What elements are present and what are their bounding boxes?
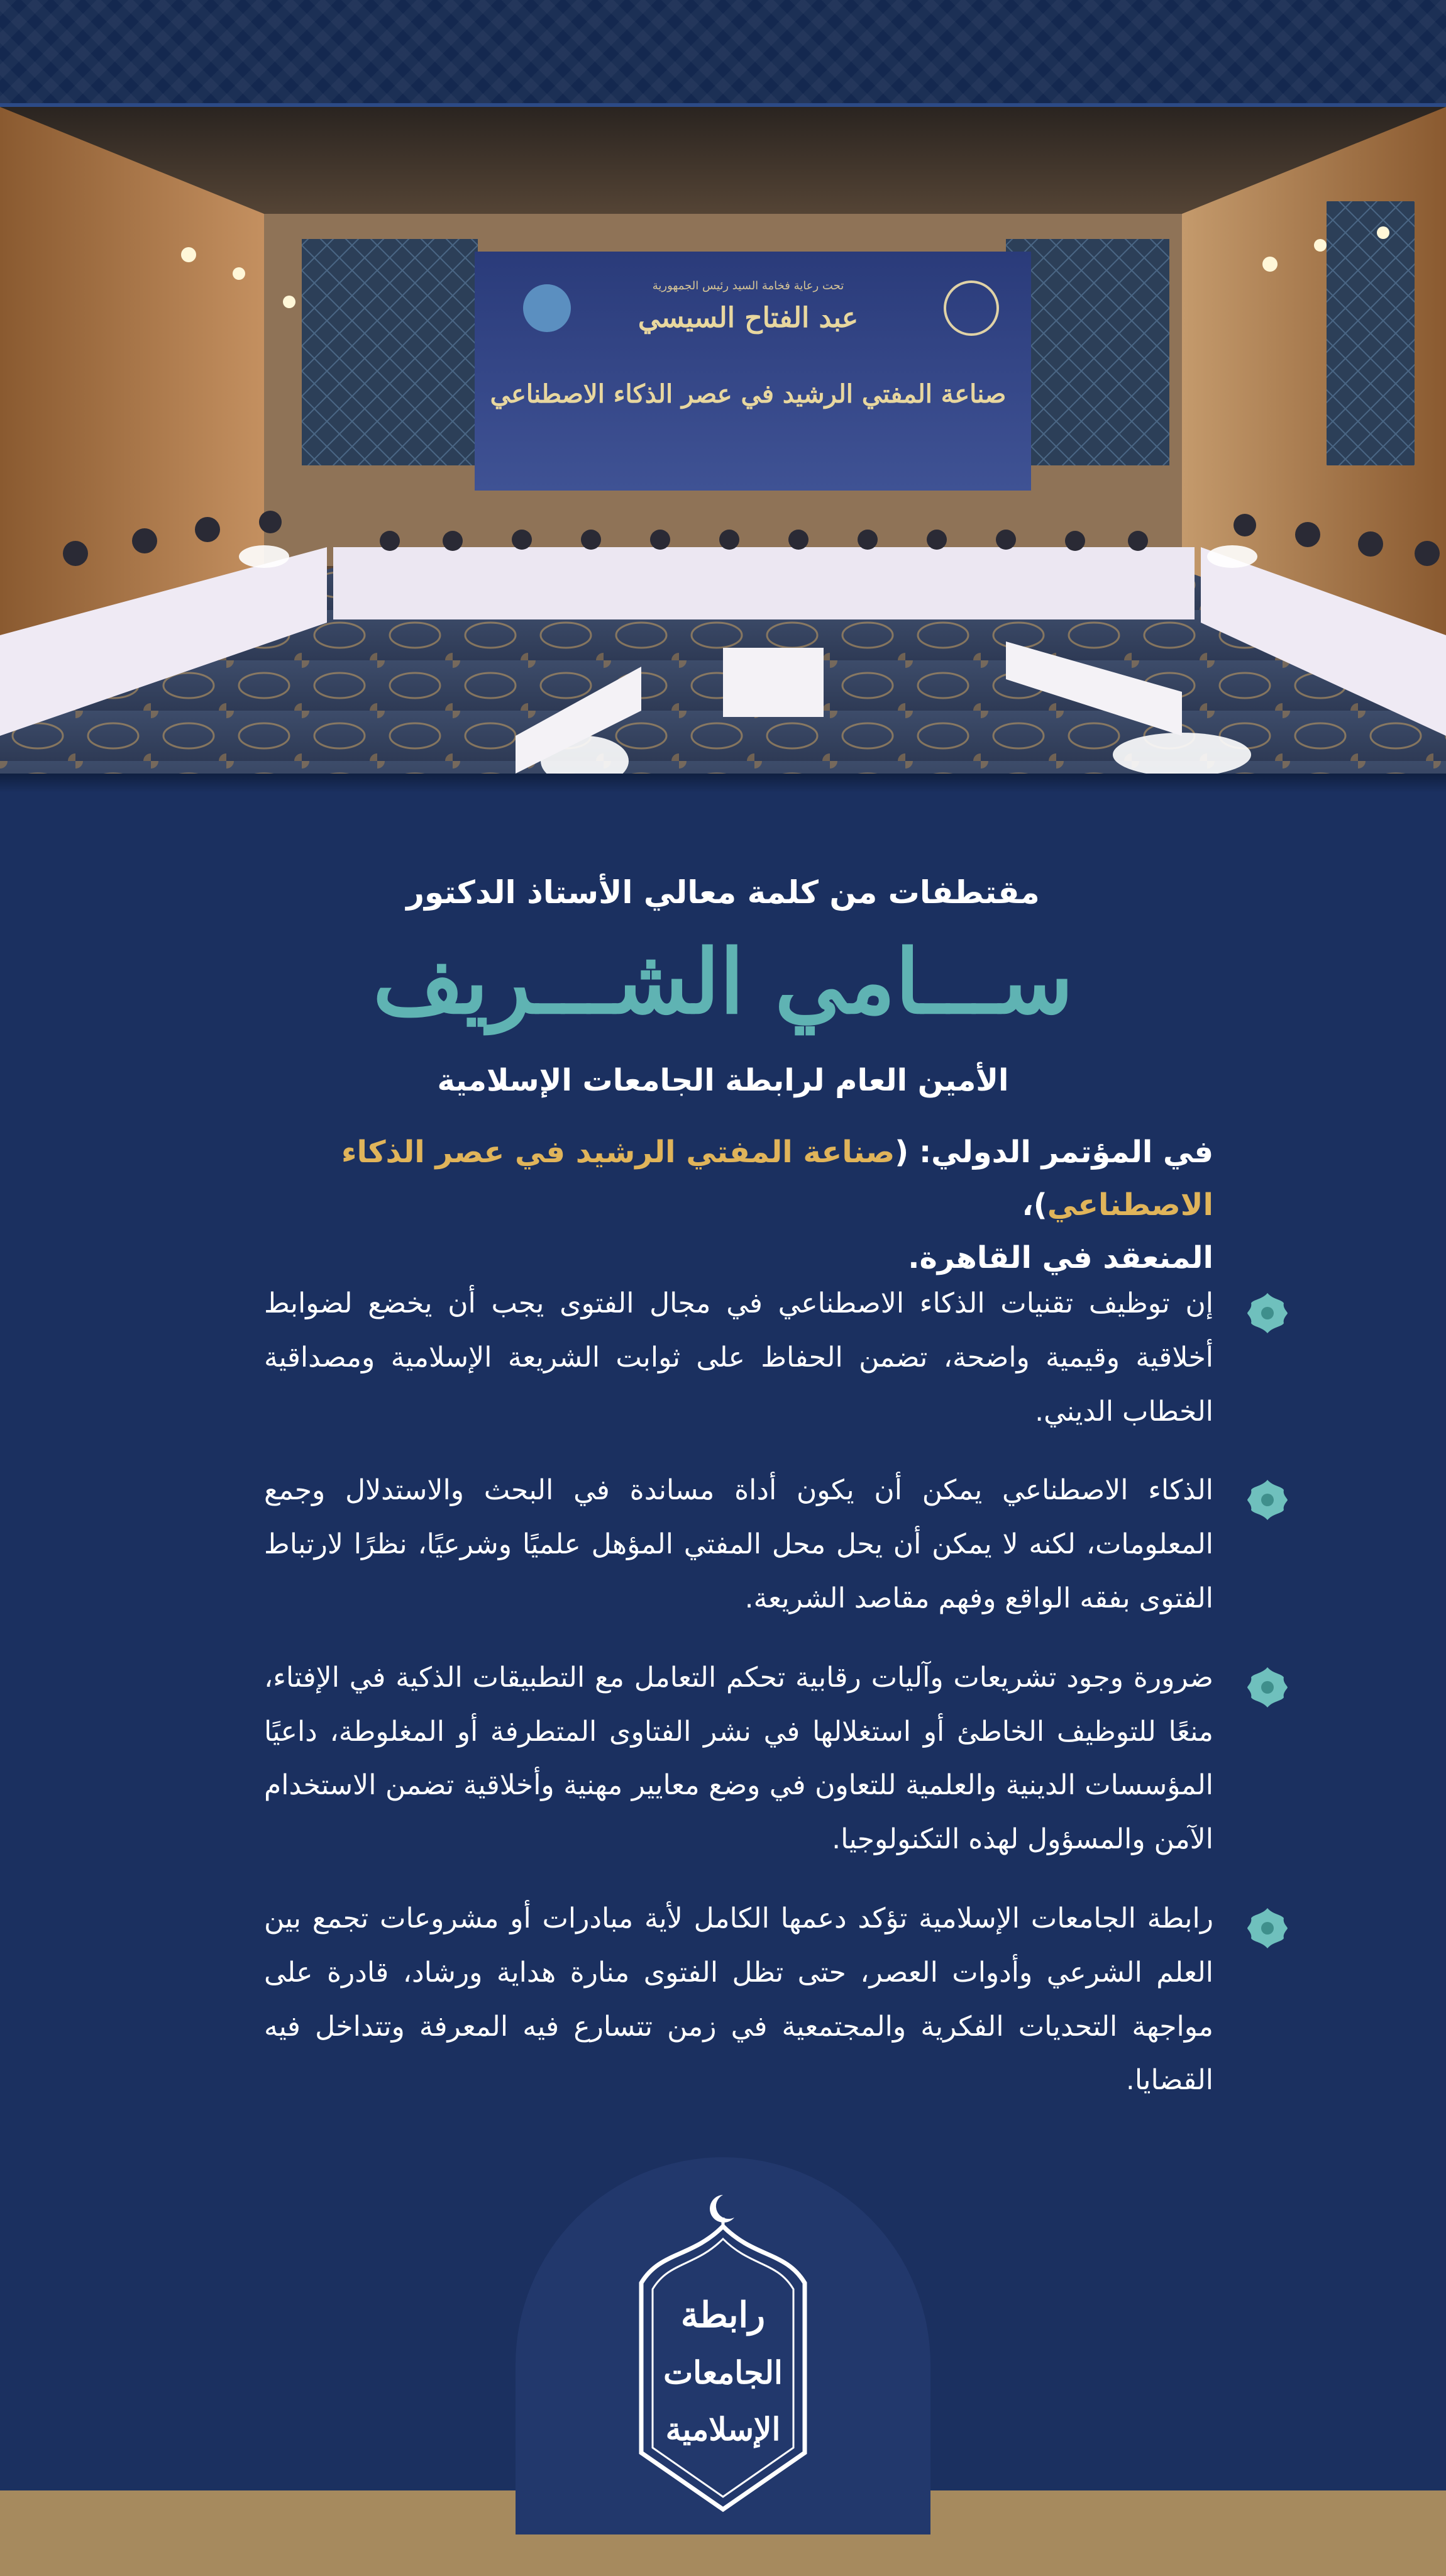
quote-item	[264, 1651, 1295, 1867]
photo-bottom-shadow	[0, 774, 1446, 792]
ornament-medallion-icon	[1245, 1906, 1290, 1951]
conference-title: صناعة المفتي الرشيد في عصر الذكاء الاصطناعي	[341, 1135, 1213, 1223]
photo-banner-patron: تحت رعاية فخامة السيد رئيس الجمهورية	[652, 279, 844, 292]
conference-line	[189, 1126, 1213, 1284]
quote-text: رابطة الجامعات الإسلامية تؤكد دعمها الكامل لأية مبادرات أو مشروعات تجمع بين العلم الشرعي وأدوات العصر، حتى تظل الفتوى منارة هداية ورشاد، قادرة على مواجهة التحديات الفكرية والمجتمعية في زمن تتسارع فيه المعرفة وتتداخل فيه القضايا.	[264, 1902, 1213, 2097]
speaker-name: ســـامي الشـــريف	[372, 931, 1074, 1034]
ornament-medallion-icon	[1245, 1665, 1290, 1710]
conference-location: المنعقد في القاهرة.	[908, 1240, 1213, 1275]
intro-line: مقتطفات من كلمة معالي الأستاذ الدكتور	[406, 874, 1040, 911]
quote-text: إن توظيف تقنيات الذكاء الاصطناعي في مجال الفتوى يجب أن يخضع لضوابط أخلاقية وقيمية واضحة، تضمن الحفاظ على ثوابت الشريعة الإسلامية ومصداقية الخطاب الديني.	[264, 1287, 1213, 1428]
quote-item	[264, 1463, 1295, 1625]
quote-item	[264, 1892, 1295, 2107]
photo-banner-title: صناعة المفتي الرشيد في عصر الذكاء الاصطناعي	[490, 379, 1007, 409]
league-crest-icon	[490, 2157, 956, 2534]
crest-text-line-3: الإسلامية	[665, 2411, 781, 2448]
speaker-role: الأمين العام لرابطة الجامعات الإسلامية	[437, 1063, 1009, 1098]
crest-text-line-1: رابطة	[680, 2294, 766, 2336]
quote-item	[264, 1277, 1295, 1438]
quote-text: ضرورة وجود تشريعات وآليات رقابية تحكم التعامل مع التطبيقات الذكية في الإفتاء، منعًا للتوظيف الخاطئ أو استغلالها في نشر الفتاوى المتطرفة أو المغلوطة، داعيًا المؤسسات الدينية والعلمية للتعاون في وضع معايير مهنية وأخلاقية تضمن الاستخدام الآمن والمسؤول لهذه التكنولوجيا.	[264, 1661, 1213, 1856]
crest-text-line-2: الجامعات	[663, 2354, 783, 2391]
quote-list	[264, 1277, 1295, 2133]
ornament-medallion-icon	[1245, 1291, 1290, 1336]
conference-suffix: )،	[1022, 1187, 1047, 1223]
ornament-medallion-icon	[1245, 1477, 1290, 1523]
conference-prefix: في المؤتمر الدولي: (	[895, 1135, 1213, 1170]
quote-text: الذكاء الاصطناعي يمكن أن يكون أداة مساندة في البحث والاستدلال وجمع المعلومات، لكنه لا يمكن أن يحل محل المفتي المؤهل علميًا وشرعيًا، نظرًا لارتباط الفتوى بفقه الواقع وفهم مقاصد الشريعة.	[264, 1474, 1213, 1614]
photo-banner-president: عبد الفتاح السيسي	[637, 302, 859, 334]
conference-photo	[0, 107, 1446, 774]
top-pattern-band	[0, 0, 1446, 107]
